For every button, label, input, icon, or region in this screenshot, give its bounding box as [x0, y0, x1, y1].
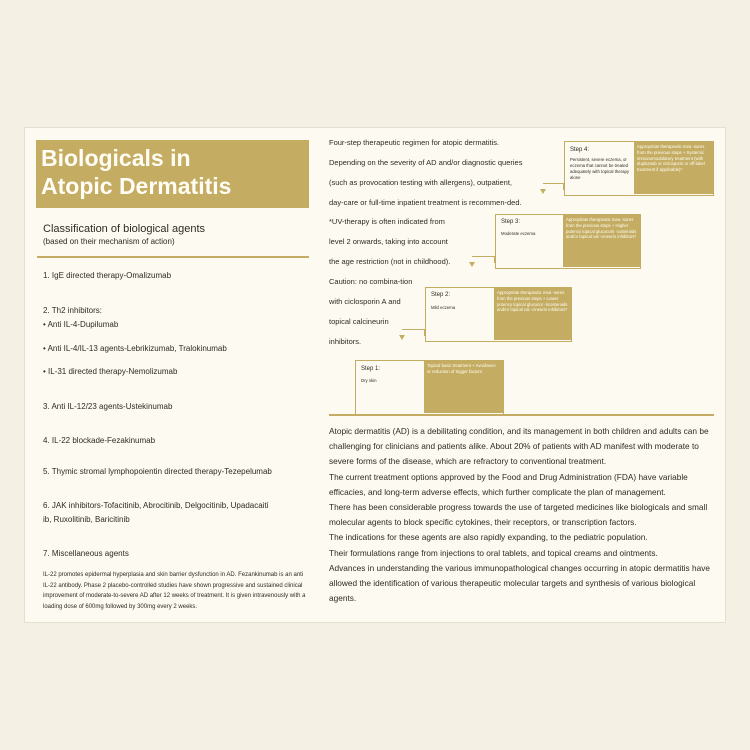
list-item: ib, Ruxolitinib, Baricitinib: [43, 515, 130, 524]
divider-left: [37, 256, 309, 258]
body-text: [329, 424, 719, 606]
list-item: • IL-31 directed therapy-Nemolizumab: [43, 367, 178, 376]
body-paragraph: Advances in understanding the various immunopathological changes occurring in atopic dermatitis have allowed the identification of various therapeutic molecular targets and synthesis of various biological agents.: [329, 562, 710, 604]
classification-subheading: (based on their mechanism of action): [43, 237, 175, 246]
body-paragraph: Their formulations range from injections to oral tablets, and topical creams and ointments.: [329, 547, 658, 558]
misc-paragraph: IL-22 promotes epidermal hyperplasia and skin barrier dysfunction in AD. Fezankinumab is an anti IL-22 antibody. Phase 2 placebo-controlled studies have shown progressive and sustained clinical improvement of moderate-to-severe AD after 12 weeks of treatment. It is given intravenously with a loading dose of 600mg followed by 300mg every 2 weeks.: [43, 572, 306, 610]
regimen-line: Four-step therapeutic regimen for atopic dermatitis.: [329, 138, 500, 147]
body-paragraph: There has been considerable progress towards the use of targeted medicines like biologicals and small molecular agents to block specific cytokines, their receptors, or transcription factors.: [329, 502, 708, 528]
step2-box: [425, 287, 572, 342]
step1-label: Step 1:: [361, 366, 381, 372]
step2-desc: Mild eczema: [431, 305, 456, 310]
title-line-1: Biologicals in: [41, 145, 191, 171]
regimen-line: level 2 onwards, taking into account: [329, 237, 448, 246]
list-item: 3. Anti IL-12/23 agents-Ustekinumab: [43, 402, 173, 411]
regimen-line: (such as provocation testing with allergens), outpatient,: [329, 178, 513, 187]
list-item: 6. JAK inhibitors-Tofacitinib, Abrocitinib, Delgocitinib, Upadacaiti: [43, 501, 269, 510]
step3-label: Step 3:: [501, 219, 521, 225]
step3-treatment: Appropriate therapeutic mea -sures from the previous steps + Higher potency topical glucocorti -costeroids and/or topical cal -cineurin inhibitors*: [563, 215, 640, 267]
list-item: 4. IL-22 blockade-Fezakinumab: [43, 436, 156, 445]
arrow-connector: [543, 183, 564, 190]
step2-label: Step 2:: [431, 292, 451, 298]
list-item: 2. Th2 inhibitors:: [43, 306, 102, 315]
step2-treatment: Appropriate therapeutic mea -sures from the previous steps + Lower potency topical glucocor -ticosteroids and/or topical cal -cineurin inhibitors*: [494, 288, 571, 340]
regimen-line: *UV-therapy is often indicated from: [329, 217, 445, 226]
regimen-line: inhibitors.: [329, 337, 362, 346]
regimen-line: topical calcineurin: [329, 317, 389, 326]
list-item: • Anti IL-4-Dupilumab: [43, 320, 119, 329]
title-line-2: Atopic Dermatitis: [41, 173, 232, 199]
arrow-connector: [402, 329, 425, 336]
list-item: 7. Miscellaneous agents: [43, 549, 129, 558]
regimen-line: Depending on the severity of AD and/or diagnostic queries: [329, 158, 523, 167]
step1-desc: Dry skin: [361, 378, 377, 383]
body-paragraph: The current treatment options approved by the Food and Drug Administration (FDA) have variable efficacies, and long-term adverse effects, which further complicate the plan of management.: [329, 471, 688, 497]
page-title: [36, 140, 309, 208]
classification-heading: Classification of biological agents: [43, 223, 206, 235]
list-item: 1. IgE directed therapy-Omalizumab: [43, 271, 172, 280]
divider-right: [329, 414, 714, 416]
arrow-connector: [472, 256, 495, 263]
step1-box: [355, 360, 504, 415]
step4-label: Step 4:: [570, 147, 590, 153]
regimen-line: the age restriction (not in childhood).: [329, 257, 451, 266]
body-paragraph: Atopic dermatitis (AD) is a debilitating condition, and its management in both children and adults can be challenging for clinicians and patients alike. About 20% of patients with AD manifest with moderate to severe forms of the disease, which are refractory to conventional treatment.: [329, 426, 709, 467]
arrowhead: [399, 335, 405, 340]
body-paragraph: The indications for these agents are also rapidly expanding, to the pediatric population.: [329, 532, 648, 543]
step4-desc: Persistent, severe eczema, or eczema that cannot be treated adequately with topical therapy alone: [570, 157, 630, 180]
list-item: 5. Thymic stromal lymphopoientin directed therapy-Tezepelumab: [43, 467, 272, 476]
regimen-line: Caution: no combina-tion: [329, 277, 413, 286]
step4-treatment: Appropriate therapeutic mea -sures from the previous steps + Systemic immunomodulatory treatment (with dupilumab or ciclosporin or off-label treatment if applicable)*: [634, 142, 713, 194]
step3-desc: Moderate eczema: [501, 231, 536, 236]
regimen-line: with ciclosporin A and: [329, 297, 401, 306]
step4-box: [564, 141, 714, 196]
arrowhead: [469, 262, 475, 267]
step1-treatment: Topical basic treatment + Avoidance or reduction of trigger factors: [424, 361, 503, 413]
list-item: • Anti IL-4/IL-13 agents-Lebrikizumab, Tralokinumab: [43, 344, 227, 353]
step3-box: [495, 214, 641, 269]
arrowhead: [540, 189, 546, 194]
regimen-line: day-care or full-time inpatient treatment is recommen-ded.: [329, 198, 522, 207]
